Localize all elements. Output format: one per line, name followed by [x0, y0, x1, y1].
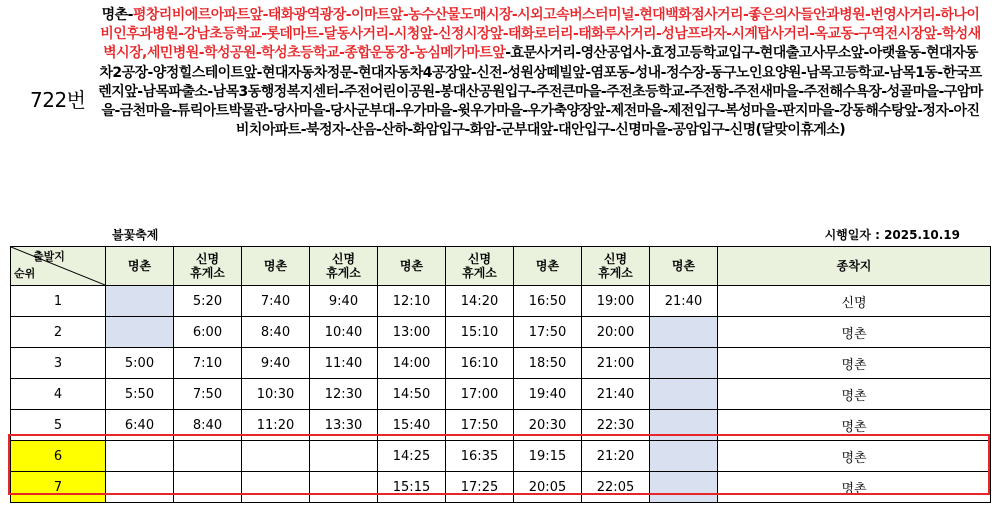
- departure-time-cell: 20:30: [514, 410, 582, 441]
- departure-time-cell: 14:25: [378, 441, 446, 472]
- departure-time-cell: 7:10: [174, 348, 242, 379]
- departure-time-cell: 10:30: [242, 379, 310, 410]
- departure-time-cell: 22:30: [582, 410, 650, 441]
- departure-time-cell: 15:10: [446, 317, 514, 348]
- departure-time-cell: [242, 472, 310, 503]
- column-header: 신명 휴게소: [446, 247, 514, 286]
- table-row: [11, 379, 991, 410]
- departure-time-cell: 14:50: [378, 379, 446, 410]
- departure-time-cell: 12:30: [310, 379, 378, 410]
- route-number: 722번: [30, 88, 86, 112]
- departure-time-cell: 17:50: [514, 317, 582, 348]
- corner-origin-label: 출발지: [33, 250, 65, 263]
- departure-time-cell: [242, 441, 310, 472]
- destination-cell: 명촌: [718, 441, 991, 472]
- departure-time-cell: 6:40: [106, 410, 174, 441]
- table-row: [11, 317, 991, 348]
- departure-time-cell: 17:25: [446, 472, 514, 503]
- departure-time-cell: 16:50: [514, 286, 582, 317]
- departure-time-cell: 9:40: [310, 286, 378, 317]
- departure-time-cell: 21:20: [582, 441, 650, 472]
- route-segment: -효문사거리-영산공업사-효정고등학교입구-현대출고사무소앞-아랫율동-현대자동차2공장-양정힐스테이트앞-현대자동차정문-현대자동차4공장앞-신전-성원상떼빌앞-염포동-성내-정수장-동구노인요양원-남목고등학교-남목1동-한국프렌지앞-남목파출소-남목3동행정복지센터-주전어린이공원-봉대산공원입구-주전큰마을-주전초등학교-주전항-주전새마을-주전해수욕장-성골마을-구암마을-금천마을-튜릭아트박물관-당사마을-당사군부대-우가마을-윗우가마을-우가축양장앞-제전마을-제전입구-복성마을-판지마을-강동해수탕앞-정자-아진비치아파트-북정자-산음-산하-화암입구-화암-군부대앞-대안입구-신명마을-공암입구-신명(달맞이휴게소): [98, 45, 983, 139]
- row-rank: 2: [11, 317, 106, 348]
- departure-time-cell: 15:15: [378, 472, 446, 503]
- departure-time-cell: 11:20: [242, 410, 310, 441]
- column-header: 명촌: [514, 247, 582, 286]
- timetable-header-row: [11, 247, 991, 286]
- destination-cell: 명촌: [718, 410, 991, 441]
- departure-time-cell: 7:50: [174, 379, 242, 410]
- departure-time-cell: 13:00: [378, 317, 446, 348]
- departure-time-cell: 5:50: [106, 379, 174, 410]
- row-rank: 3: [11, 348, 106, 379]
- departure-time-cell: [650, 317, 718, 348]
- departure-time-cell: 16:35: [446, 441, 514, 472]
- departure-time-cell: [310, 441, 378, 472]
- departure-time-cell: [650, 379, 718, 410]
- destination-cell: 명촌: [718, 348, 991, 379]
- departure-time-cell: 5:00: [106, 348, 174, 379]
- departure-time-cell: 17:00: [446, 379, 514, 410]
- row-rank: 7: [11, 472, 106, 503]
- departure-time-cell: 8:40: [174, 410, 242, 441]
- departure-time-cell: [106, 286, 174, 317]
- column-header: 신명 휴게소: [582, 247, 650, 286]
- departure-time-cell: [174, 472, 242, 503]
- departure-time-cell: 18:50: [514, 348, 582, 379]
- departure-time-cell: 6:00: [174, 317, 242, 348]
- table-row: [11, 441, 991, 472]
- corner-header: [11, 247, 106, 286]
- departure-time-cell: [174, 441, 242, 472]
- route-stop-list: [98, 6, 983, 140]
- departure-time-cell: 20:05: [514, 472, 582, 503]
- departure-time-cell: 21:40: [650, 286, 718, 317]
- column-header: 신명 휴게소: [174, 247, 242, 286]
- column-header: 명촌: [242, 247, 310, 286]
- destination-cell: 명촌: [718, 317, 991, 348]
- row-rank: 6: [11, 441, 106, 472]
- departure-time-cell: 11:40: [310, 348, 378, 379]
- effective-date: 시행일자 : 2025.10.19: [824, 228, 960, 242]
- departure-time-cell: [650, 441, 718, 472]
- row-rank: 4: [11, 379, 106, 410]
- departure-time-cell: 15:40: [378, 410, 446, 441]
- departure-time-cell: 8:40: [242, 317, 310, 348]
- departure-time-cell: [106, 317, 174, 348]
- departure-time-cell: 13:30: [310, 410, 378, 441]
- departure-time-cell: [650, 472, 718, 503]
- departure-time-cell: 9:40: [242, 348, 310, 379]
- destination-cell: 명촌: [718, 379, 991, 410]
- row-rank: 5: [11, 410, 106, 441]
- departure-time-cell: 14:20: [446, 286, 514, 317]
- corner-rank-label: 순위: [14, 267, 36, 280]
- departure-time-cell: 16:10: [446, 348, 514, 379]
- departure-time-cell: 7:40: [242, 286, 310, 317]
- departure-time-cell: 19:15: [514, 441, 582, 472]
- departure-time-cell: [650, 410, 718, 441]
- departure-time-cell: 21:40: [582, 379, 650, 410]
- departure-time-cell: 22:05: [582, 472, 650, 503]
- column-header: 신명 휴게소: [310, 247, 378, 286]
- departure-time-cell: [106, 472, 174, 503]
- departure-time-cell: 12:10: [378, 286, 446, 317]
- departure-time-cell: 21:00: [582, 348, 650, 379]
- departure-time-cell: 20:00: [582, 317, 650, 348]
- table-row: [11, 472, 991, 503]
- departure-time-cell: 19:40: [514, 379, 582, 410]
- departure-time-cell: 14:00: [378, 348, 446, 379]
- table-row: [11, 286, 991, 317]
- row-rank: 1: [11, 286, 106, 317]
- route-segment: 평창리비에르아파트앞-태화광역광장-이마트앞-농수산물도매시장-시외고속버스터미널-현대백화점사거리-좋은의사들안과병원-번영사거리-하나이비인후과병원-강남초등학교-롯데마트-달동사거리-시청앞-신정시장앞-태화로터리-태화루사거리-성남프라자-시계탑사거리-옥교동-구역전시장앞-학성새벽시장,세민병원-학성공원-학성초등학교-종합운동장-농심메가마트앞: [100, 7, 981, 62]
- column-header: 명촌: [650, 247, 718, 286]
- route-segment: 명촌-: [101, 7, 133, 23]
- column-header: 명촌: [106, 247, 174, 286]
- destination-header: 종착지: [718, 247, 991, 286]
- destination-cell: 명촌: [718, 472, 991, 503]
- destination-cell: 신명: [718, 286, 991, 317]
- departure-time-cell: 19:00: [582, 286, 650, 317]
- departure-time-cell: [650, 348, 718, 379]
- column-header: 명촌: [378, 247, 446, 286]
- departure-time-cell: 10:40: [310, 317, 378, 348]
- departure-time-cell: [106, 441, 174, 472]
- festival-label: 불꽃축제: [112, 228, 159, 242]
- departure-time-cell: [310, 472, 378, 503]
- table-row: [11, 410, 991, 441]
- departure-time-cell: 5:20: [174, 286, 242, 317]
- timetable: [10, 246, 991, 503]
- table-row: [11, 348, 991, 379]
- departure-time-cell: 17:50: [446, 410, 514, 441]
